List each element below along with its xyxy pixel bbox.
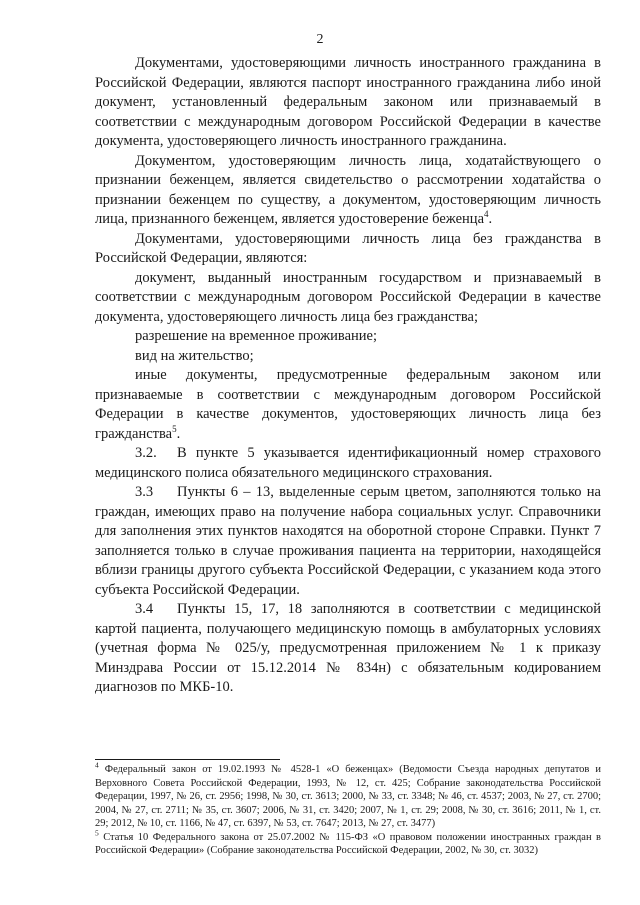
list-item-other-documents <box>95 366 601 444</box>
page-number: 2 <box>316 32 324 47</box>
footnote-4 <box>95 760 601 831</box>
section-text: Пункты 6 – 13, выделенные серым цветом, заполняются только на граждан, имеющих право на получение набора социальных услуг. Справочники для заполнения этих пунктов находятся на оборотной стороне Справки. Пункт 7 заполняется только в случае проживания пациента на территории, находящейся вблизи границы другого субъекта Российской Федерации, с указанием кода этого субъекта Российской Федерации. <box>95 484 601 598</box>
footnotes <box>95 760 601 858</box>
footnote-ref-4[interactable]: 4 <box>484 209 489 220</box>
footnote-text: Федеральный закон от 19.02.1993 № 4528-1 «О беженцах» (Ведомости Съезда народных депутатов и Верховного Совета Российской Федерации, 1993, № 12, ст. 425; Собрание законодательства Российской Федерации, 1997, № 26, ст. 2956; 1998, № 30, ст. 3613; 2000, № 33, ст. 3348; № 46, ст. 4537; 2003, № 27, ст. 2700; 2004, № 27, ст. 2711; № 35, ст. 3607; 2006, № 31, ст. 3420; 2007, № 1, ст. 29; 2008, № 30, ст. 3616; 2011, № 1, ст. 29; 2012, № 10, ст. 1166, № 47, ст. 6397, № 53, ст. 7647; 2013, № 27, ст. 3477) <box>95 764 601 829</box>
list-item-temporary-residence: разрешение на временное проживание; <box>135 328 378 344</box>
section-number: 3.3 <box>135 484 154 500</box>
footnote-mark: 5 <box>95 828 99 837</box>
footnote-5 <box>95 828 601 858</box>
paragraph-foreign-citizen-documents: Документами, удостоверяющими личность иностранного гражданина в Российской Федерации, являются паспорт иностранного гражданина либо иной документ, установленный федеральным законом или признаваемый в соответствии с международным договором Российской Федерации в качестве документа, удостоверяющего личность иностранного гражданина. <box>95 55 601 149</box>
footnote-mark: 4 <box>95 760 99 770</box>
period: . <box>488 211 493 227</box>
paragraph-stateless-intro: Документами, удостоверяющими личность лица без гражданства в Российской Федерации, являются: <box>95 230 601 266</box>
section-number: 3.2. <box>135 445 157 461</box>
section-3-2 <box>95 444 601 483</box>
list-item-other-text: иные документы, предусмотренные федеральным законом или признаваемые в соответствии с международным договором Российской Федерации в качестве документов, удостоверяющих личность лица без гражданства <box>95 367 601 442</box>
list-item-foreign-document: документ, выданный иностранным государством и признаваемый в соответствии с международным договором Российской Федерации в качестве документа, удостоверяющего личность лица без гражданства; <box>95 269 601 325</box>
body-text <box>95 54 601 698</box>
section-3-3 <box>95 483 601 600</box>
footnote-text: Статья 10 Федерального закона от 25.07.2002 № 115-ФЗ «О правовом положении иностранных граждан в Российской Федерации» (Собрание законодательства Российской Федерации, 2002, № 30, ст. 3032) <box>95 831 601 856</box>
section-3-4 <box>95 600 601 698</box>
period: . <box>176 425 181 442</box>
section-text: Пункты 15, 17, 18 заполняются в соответствии с медицинской картой пациента, получающего медицинскую помощь в амбулаторных условиях (учетная форма № 025/у, предусмотренная приложением № 1 к приказу Минздрава России от 15.12.2014 № 834н) с обязательным кодированием диагнозов по МКБ-10. <box>95 601 601 695</box>
footnote-ref-5[interactable]: 5 <box>172 423 177 434</box>
paragraph-refugee-text: Документом, удостоверяющим личность лица, ходатайствующего о признании беженцем, является свидетельство о рассмотрении ходатайства о признании беженцем по существу, а документом, удостоверяющим личность лица, признанного беженцем, является удостоверение беженца <box>95 152 601 227</box>
list-item-residence-permit: вид на жительство; <box>135 347 254 364</box>
footnote-divider <box>95 759 280 760</box>
section-text: В пункте 5 указывается идентификационный номер страхового медицинского полиса обязательного медицинского страхования. <box>95 445 601 481</box>
paragraph-refugee-documents <box>95 152 601 230</box>
section-number: 3.4 <box>135 601 154 617</box>
